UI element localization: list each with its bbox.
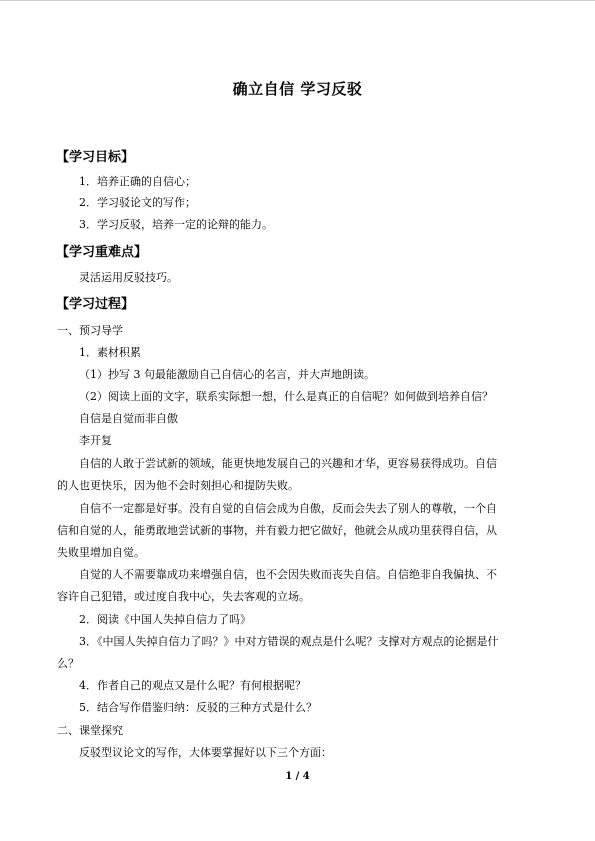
question-3-line-2: 么？ — [57, 657, 79, 670]
goal-item-1: 1．培养正确的自信心； — [79, 175, 196, 188]
goals-heading: 【学习目标】 — [56, 150, 135, 165]
goal-item-3: 3．学习反驳，培养一定的论辩的能力。 — [79, 218, 273, 231]
material-sub-2: （2）阅读上面的文字，联系实际想一想，什么是真正的自信呢？如何做到培养自信？ — [79, 390, 493, 403]
key-points-text: 灵活运用反驳技巧。 — [79, 271, 178, 284]
article-para-2-line-3: 失败里增加自觉。 — [57, 546, 145, 559]
article-para-1-line-2: 的人也更快乐，因为他不会时刻担心和提防失败。 — [57, 479, 299, 492]
class-text: 反驳型议论文的写作，大体要掌握好以下三个方面： — [79, 746, 332, 759]
page-number: 1 / 4 — [285, 771, 310, 782]
page-top-border — [0, 0, 595, 1]
question-3-line-1: 3．《中国人失掉自信力了吗？》中对方错误的观点是什么呢？支撑对方观点的论据是什 — [79, 635, 499, 648]
question-5: 5．结合写作借鉴归纳：反驳的三种方式是什么？ — [79, 701, 317, 714]
article-para-1-line-1: 自信的人敢于尝试新的领域，能更快地发展自己的兴趣和才华，更容易获得成功。自信 — [79, 457, 497, 470]
article-para-3-line-1: 自觉的人不需要靠成功来增强自信，也不会因失败而丧失自信。自信绝非自我偏执、不 — [79, 568, 497, 581]
article-para-3-line-2: 容许自己犯错，或过度自我中心，失去客观的立场。 — [57, 590, 310, 603]
class-heading: 二、课堂探究 — [57, 724, 123, 737]
process-heading: 【学习过程】 — [56, 297, 135, 312]
goal-item-2: 2．学习驳论文的写作； — [79, 196, 196, 209]
preview-heading: 一、预习导学 — [57, 324, 123, 337]
article-para-2-line-2: 信和自觉的人，能勇敢地尝试新的事物，并有毅力把它做好，他就会从成功里获得自信，从 — [57, 524, 497, 537]
reading-item: 2．阅读《中国人失掉自信力了吗》 — [79, 613, 251, 626]
key-points-heading: 【学习重难点】 — [56, 245, 148, 260]
question-4: 4．作者自己的观点又是什么呢？有何根据呢？ — [79, 679, 306, 692]
material-sub-1: （1）抄写 3 句最能激励自己自信心的名言，并大声地朗读。 — [79, 368, 375, 381]
article-para-2-line-1: 自信不一定都是好事。没有自觉的自信会成为自傲，反而会失去了别人的尊敬，一个自 — [79, 502, 497, 515]
article-author: 李开复 — [79, 434, 112, 447]
page-title: 确立自信 学习反驳 — [232, 80, 363, 98]
material-item: 1．素材积累 — [79, 346, 141, 359]
article-title: 自信是自觉而非自傲 — [79, 412, 178, 425]
